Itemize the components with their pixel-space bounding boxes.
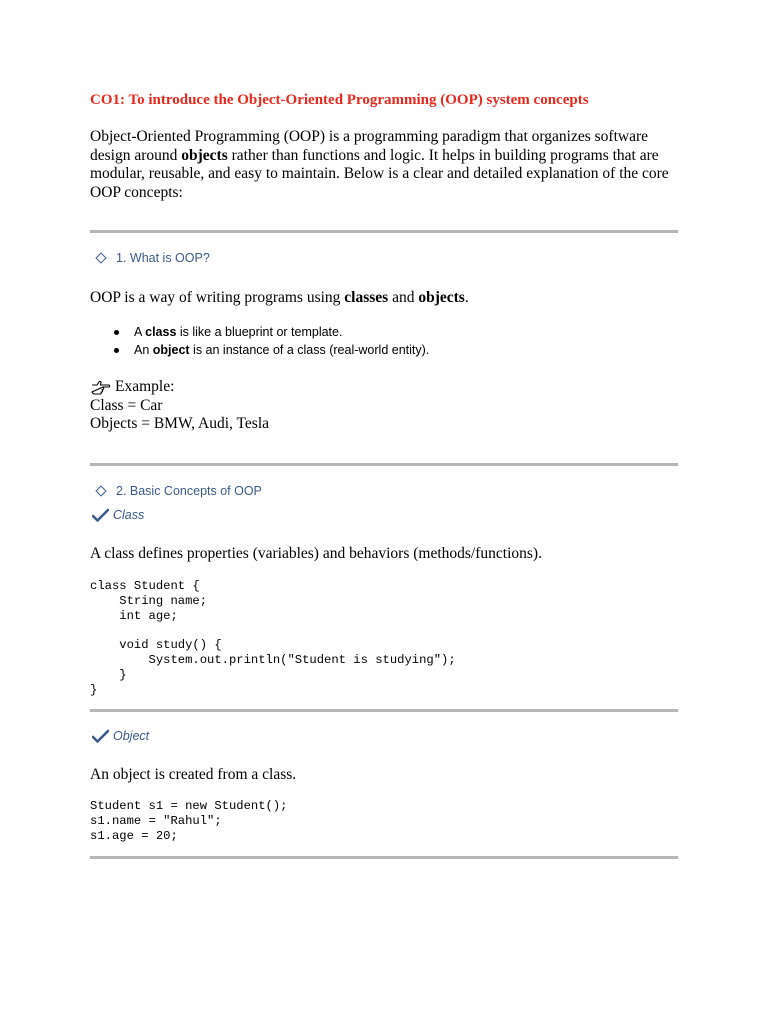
bullet-bold: class: [145, 325, 177, 339]
subsection-title: Object: [113, 729, 150, 743]
example-line-class: Class = Car: [90, 396, 163, 414]
section-heading-what-is-oop: [96, 251, 210, 265]
checkmark-icon: [92, 508, 109, 522]
bullet-text: A: [134, 325, 146, 339]
section-title: 1. What is OOP?: [116, 251, 210, 265]
lead-text: and: [388, 289, 419, 306]
list-item: [112, 323, 429, 341]
checkmark-icon: [92, 729, 109, 743]
example-heading: [90, 378, 269, 397]
bullet-list: [112, 323, 429, 359]
bullet-text: is an instance of a class (real-world entity).: [189, 343, 430, 357]
pointing-hand-icon: [90, 379, 111, 396]
section-title: 2. Basic Concepts of OOP: [116, 484, 262, 498]
lead-text: .: [464, 289, 469, 306]
intro-paragraph: [90, 128, 690, 202]
section-heading-basic-concepts: [96, 484, 262, 498]
oop-lead-paragraph: [90, 289, 469, 308]
divider: [90, 230, 678, 233]
list-item: [112, 341, 429, 359]
example-block: [90, 378, 269, 434]
diamond-icon: [95, 485, 106, 496]
class-description: A class defines properties (variables) and behaviors (methods/functions).: [90, 545, 542, 562]
example-label: Example:: [115, 378, 175, 395]
lead-bold-objects: objects: [418, 289, 465, 306]
bullet-bold: object: [152, 343, 190, 357]
bullet-text: An: [134, 343, 153, 357]
example-line-objects: Objects = BMW, Audi, Tesla: [90, 415, 270, 432]
divider: [90, 709, 678, 712]
object-description: An object is created from a class.: [90, 766, 297, 783]
intro-text-2: rather than functions and logic. It helps in building programs that are modular, reusable, and easy to maintain. Below is a clear and detailed explanation of the core OOP concepts:: [90, 146, 669, 201]
intro-text-1: Object-Oriented Programming (OOP) is a programming paradigm that organizes software design around: [90, 128, 648, 164]
intro-bold-objects: objects: [181, 146, 228, 164]
diamond-icon: [95, 252, 106, 263]
subsection-heading-class: [92, 508, 144, 522]
lead-text: OOP is a way of writing programs using: [90, 289, 345, 306]
divider: [90, 856, 678, 859]
code-block-class: class Student { String name; int age; void study() { System.out.println("Student is studying"); } }: [90, 579, 456, 697]
subsection-title: Class: [113, 508, 145, 522]
subsection-heading-object: [92, 729, 149, 743]
divider: [90, 463, 678, 466]
lead-bold-classes: classes: [344, 289, 389, 306]
page-title: CO1: To introduce the Object-Oriented Programming (OOP) system concepts: [90, 92, 589, 108]
code-block-object: Student s1 = new Student(); s1.name = "Rahul"; s1.age = 20;: [90, 799, 288, 843]
bullet-text: is like a blueprint or template.: [176, 325, 343, 339]
